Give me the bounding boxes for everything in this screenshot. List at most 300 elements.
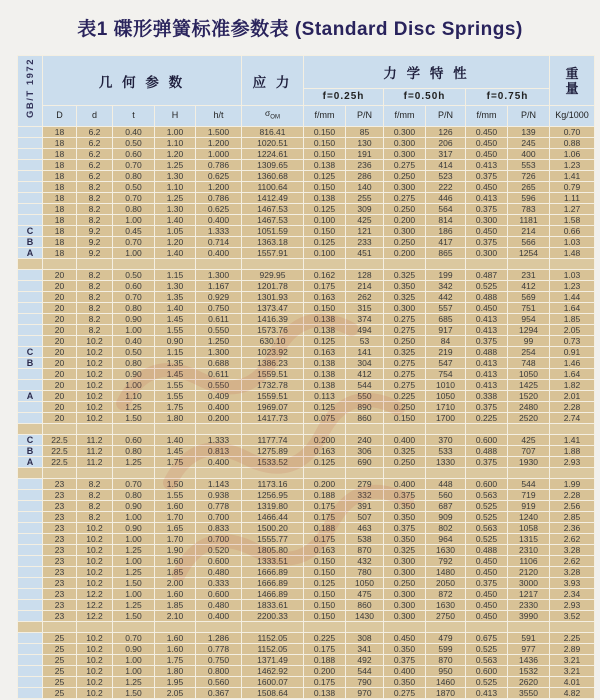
mechanical-group-header: 力 学 特 性 — [304, 56, 549, 88]
data-cell: 860 — [346, 413, 383, 423]
data-cell — [113, 622, 154, 632]
data-cell: 18 — [43, 127, 76, 137]
data-cell: 20 — [43, 413, 76, 423]
data-cell: 0.138 — [304, 380, 345, 390]
data-cell: 0.163 — [304, 347, 345, 357]
data-cell: 342 — [426, 281, 465, 291]
data-cell: 10.2 — [77, 556, 112, 566]
data-cell: 1467.53 — [242, 204, 303, 214]
data-cell: 0.80 — [113, 171, 154, 181]
data-cell: 1.45 — [155, 446, 195, 456]
data-cell: 2200.33 — [242, 611, 303, 621]
data-cell: 1.50 — [113, 611, 154, 621]
data-cell: 18 — [43, 204, 76, 214]
data-cell: 0.611 — [196, 314, 241, 324]
data-cell: 1373.47 — [242, 303, 303, 313]
data-cell: 1460 — [426, 677, 465, 687]
table-row — [18, 589, 594, 599]
standard-parameters-table — [17, 55, 595, 699]
data-cell: 18 — [43, 182, 76, 192]
data-cell: 0.375 — [466, 402, 507, 412]
table-row — [18, 490, 594, 500]
header-columns-row — [18, 106, 594, 126]
data-cell: 0.188 — [304, 655, 345, 665]
data-cell: 2.01 — [550, 391, 594, 401]
data-cell — [426, 259, 465, 269]
data-cell: 1.44 — [550, 292, 594, 302]
spacer-row — [18, 424, 594, 434]
data-cell: 1520 — [508, 391, 549, 401]
data-cell: 446 — [426, 193, 465, 203]
data-cell: 0.66 — [550, 226, 594, 236]
data-cell: 0.525 — [466, 677, 507, 687]
series-label-cell — [18, 314, 42, 324]
data-cell: 544 — [508, 479, 549, 489]
data-cell: 0.250 — [384, 402, 425, 412]
data-cell: 6.2 — [77, 138, 112, 148]
stress-group-header: 应 力 — [242, 56, 303, 105]
data-cell: 0.750 — [196, 655, 241, 665]
data-cell: 1.167 — [196, 281, 241, 291]
table-row — [18, 193, 594, 203]
data-cell: 0.400 — [384, 666, 425, 676]
table-row — [18, 512, 594, 522]
data-cell: 792 — [426, 556, 465, 566]
data-cell: 1.15 — [155, 270, 195, 280]
data-cell: 0.400 — [384, 479, 425, 489]
data-cell: 630.10 — [242, 336, 303, 346]
data-cell: 0.525 — [466, 512, 507, 522]
series-label-cell — [18, 193, 42, 203]
data-cell: 0.714 — [196, 237, 241, 247]
data-cell: 0.450 — [466, 589, 507, 599]
data-cell: 2.05 — [550, 325, 594, 335]
data-cell: 141 — [346, 347, 383, 357]
table-row — [18, 325, 594, 335]
data-cell: 1.30 — [155, 171, 195, 181]
data-cell: 0.188 — [304, 490, 345, 500]
series-label-cell — [18, 666, 42, 676]
data-cell: 286 — [346, 171, 383, 181]
series-label-cell — [18, 567, 42, 577]
data-cell: 0.450 — [466, 127, 507, 137]
data-cell: 206 — [426, 138, 465, 148]
data-cell: 1051.59 — [242, 226, 303, 236]
data-cell: 233 — [346, 237, 383, 247]
data-cell: 0.90 — [113, 314, 154, 324]
table-row — [18, 292, 594, 302]
data-cell: 0.450 — [466, 600, 507, 610]
data-cell — [508, 622, 549, 632]
data-cell: 2310 — [508, 545, 549, 555]
data-cell: 0.778 — [196, 644, 241, 654]
series-label-cell — [18, 424, 42, 434]
data-cell: 219 — [426, 347, 465, 357]
data-cell: 1.10 — [155, 138, 195, 148]
data-cell: 20 — [43, 358, 76, 368]
data-cell: 8.2 — [77, 501, 112, 511]
series-label-cell — [18, 556, 42, 566]
data-cell: 12.2 — [77, 589, 112, 599]
data-cell: 25 — [43, 633, 76, 643]
col-header-f2: f/mm — [384, 106, 425, 126]
col-header-sigma — [242, 106, 303, 126]
col-header-D: D — [43, 106, 76, 126]
data-cell: 1.200 — [196, 138, 241, 148]
data-cell: 6.2 — [77, 149, 112, 159]
data-cell: 0.175 — [304, 534, 345, 544]
data-cell: 4.01 — [550, 677, 594, 687]
data-cell: 1870 — [426, 688, 465, 698]
data-cell: 1.00 — [113, 589, 154, 599]
data-cell: 1462.92 — [242, 666, 303, 676]
data-cell: 254 — [508, 347, 549, 357]
data-cell: 1.70 — [155, 512, 195, 522]
series-label-cell — [18, 534, 42, 544]
data-cell: 1363.18 — [242, 237, 303, 247]
data-cell: 726 — [508, 171, 549, 181]
data-cell: 0.125 — [304, 336, 345, 346]
series-label-cell: B — [18, 237, 42, 247]
table-row — [18, 633, 594, 643]
data-cell — [196, 424, 241, 434]
data-cell — [550, 259, 594, 269]
data-cell — [346, 259, 383, 269]
data-cell: 432 — [346, 556, 383, 566]
data-cell: 3550 — [508, 688, 549, 698]
data-cell: 0.275 — [384, 358, 425, 368]
data-cell: 0.300 — [384, 303, 425, 313]
data-cell: 0.150 — [304, 611, 345, 621]
data-cell — [384, 622, 425, 632]
col-header-t: t — [113, 106, 154, 126]
data-cell: 560 — [426, 490, 465, 500]
data-cell: 1430 — [346, 611, 383, 621]
data-cell: 1256.95 — [242, 490, 303, 500]
data-cell: 870 — [426, 655, 465, 665]
data-cell: 0.40 — [113, 127, 154, 137]
series-label-cell — [18, 204, 42, 214]
col-header-p3: P/N — [508, 106, 549, 126]
data-cell: 12.2 — [77, 600, 112, 610]
data-cell: 1.50 — [113, 578, 154, 588]
data-cell: 451 — [346, 248, 383, 258]
data-cell: 0.175 — [304, 512, 345, 522]
data-cell: 1386.23 — [242, 358, 303, 368]
data-cell: 245 — [508, 138, 549, 148]
col-header-p2: P/N — [426, 106, 465, 126]
data-cell: 0.600 — [466, 435, 507, 445]
table-row — [18, 380, 594, 390]
data-cell: 1.64 — [550, 369, 594, 379]
data-cell: 814 — [426, 215, 465, 225]
data-cell: 1.58 — [550, 215, 594, 225]
data-cell: 1.000 — [196, 149, 241, 159]
series-label-cell: B — [18, 358, 42, 368]
data-cell: 84 — [426, 336, 465, 346]
data-cell: 1.143 — [196, 479, 241, 489]
table-row — [18, 215, 594, 225]
data-cell: 1100.64 — [242, 182, 303, 192]
data-cell: 3.28 — [550, 545, 594, 555]
data-cell: 10.2 — [77, 402, 112, 412]
data-cell: 475 — [346, 589, 383, 599]
data-cell: 0.400 — [196, 215, 241, 225]
data-cell: 20 — [43, 347, 76, 357]
data-cell: 0.138 — [304, 369, 345, 379]
data-cell: 2.89 — [550, 644, 594, 654]
header-group-row — [18, 56, 594, 88]
data-cell: 9.2 — [77, 248, 112, 258]
data-cell: 0.40 — [113, 336, 154, 346]
data-cell: 8.2 — [77, 204, 112, 214]
data-cell: 0.450 — [384, 633, 425, 643]
standard-number-label: GB/T 1972 — [24, 58, 36, 119]
data-cell — [426, 468, 465, 478]
data-cell: 255 — [346, 193, 383, 203]
data-cell: 222 — [426, 182, 465, 192]
data-cell: 1.50 — [113, 413, 154, 423]
data-cell: 12.2 — [77, 611, 112, 621]
data-cell: 10.2 — [77, 380, 112, 390]
data-cell: 1930 — [508, 457, 549, 467]
data-cell: 0.80 — [113, 490, 154, 500]
data-cell: 0.325 — [384, 545, 425, 555]
data-cell: 0.163 — [304, 292, 345, 302]
data-cell: 1.55 — [155, 490, 195, 500]
data-cell: 1.48 — [550, 248, 594, 258]
data-cell: 1.60 — [155, 589, 195, 599]
data-cell: 1.75 — [155, 402, 195, 412]
data-cell: 0.163 — [304, 545, 345, 555]
data-cell — [155, 259, 195, 269]
data-cell: 0.413 — [466, 688, 507, 698]
series-label-cell — [18, 622, 42, 632]
series-label-cell — [18, 160, 42, 170]
data-cell: 99 — [508, 336, 549, 346]
data-cell — [43, 424, 76, 434]
data-cell: 0.200 — [196, 413, 241, 423]
data-cell — [43, 468, 76, 478]
data-cell: 3.93 — [550, 578, 594, 588]
sigma-symbol: σ — [265, 108, 271, 118]
data-cell — [43, 259, 76, 269]
series-label-cell — [18, 270, 42, 280]
data-cell: 1371.49 — [242, 655, 303, 665]
data-cell: 479 — [426, 633, 465, 643]
data-cell — [384, 424, 425, 434]
series-label-cell — [18, 677, 42, 687]
data-cell: 533 — [426, 446, 465, 456]
data-cell: 0.300 — [384, 149, 425, 159]
data-cell: 1.250 — [196, 336, 241, 346]
data-cell: 0.600 — [196, 556, 241, 566]
col-header-p1: P/N — [346, 106, 383, 126]
table-row — [18, 204, 594, 214]
data-cell: 0.150 — [304, 567, 345, 577]
data-cell: 0.480 — [196, 567, 241, 577]
data-cell — [508, 259, 549, 269]
data-cell: 1.55 — [155, 380, 195, 390]
data-cell: 690 — [346, 457, 383, 467]
data-cell — [155, 424, 195, 434]
data-cell: 23 — [43, 523, 76, 533]
data-cell: 0.450 — [466, 567, 507, 577]
data-cell: 1173.16 — [242, 479, 303, 489]
data-cell: 0.90 — [113, 501, 154, 511]
data-cell: 1333.51 — [242, 556, 303, 566]
data-cell: 315 — [346, 303, 383, 313]
data-cell: 780 — [346, 567, 383, 577]
data-cell: 1.03 — [550, 270, 594, 280]
data-cell: 1436 — [508, 655, 549, 665]
data-cell: 1309.65 — [242, 160, 303, 170]
data-cell: 1.82 — [550, 380, 594, 390]
data-cell: 1425 — [508, 380, 549, 390]
data-cell: 0.45 — [113, 226, 154, 236]
data-cell — [346, 424, 383, 434]
data-cell — [242, 259, 303, 269]
data-cell: 4.82 — [550, 688, 594, 698]
table-row — [18, 369, 594, 379]
data-cell: 23 — [43, 545, 76, 555]
data-cell: 0.60 — [113, 149, 154, 159]
data-cell: 0.225 — [466, 413, 507, 423]
sigma-subscript: OM — [270, 114, 280, 121]
table-row — [18, 237, 594, 247]
data-cell — [77, 259, 112, 269]
data-cell — [466, 468, 507, 478]
data-cell: 0.375 — [466, 457, 507, 467]
table-row — [18, 171, 594, 181]
data-cell: 1805.80 — [242, 545, 303, 555]
data-cell: 3.28 — [550, 567, 594, 577]
series-label-cell — [18, 149, 42, 159]
data-cell: 25 — [43, 677, 76, 687]
data-cell: 0.400 — [196, 611, 241, 621]
data-cell: 0.560 — [196, 677, 241, 687]
data-cell: 0.325 — [384, 347, 425, 357]
weight-group-line1: 重 — [565, 65, 579, 81]
data-cell: 0.80 — [113, 303, 154, 313]
data-cell — [77, 424, 112, 434]
data-cell: 0.350 — [384, 677, 425, 687]
data-cell: 0.162 — [304, 270, 345, 280]
data-cell: 0.450 — [466, 138, 507, 148]
data-cell: 1.40 — [155, 303, 195, 313]
data-cell: 20 — [43, 369, 76, 379]
data-cell: 8.2 — [77, 303, 112, 313]
data-cell — [43, 622, 76, 632]
data-cell: 0.409 — [196, 391, 241, 401]
data-cell: 1630 — [426, 600, 465, 610]
data-cell: 0.50 — [113, 270, 154, 280]
data-cell: 0.300 — [466, 248, 507, 258]
data-cell: 494 — [346, 325, 383, 335]
data-cell: 0.400 — [384, 435, 425, 445]
data-cell: 0.550 — [196, 380, 241, 390]
data-cell: 599 — [426, 644, 465, 654]
data-cell: 0.100 — [304, 215, 345, 225]
data-cell: 10.2 — [77, 677, 112, 687]
data-cell: 0.70 — [113, 479, 154, 489]
data-cell: 2.34 — [550, 589, 594, 599]
table-row — [18, 127, 594, 137]
data-cell: 0.88 — [550, 138, 594, 148]
data-cell: 0.688 — [196, 358, 241, 368]
data-cell: 1294 — [508, 325, 549, 335]
series-label-cell — [18, 303, 42, 313]
data-cell: 0.413 — [466, 380, 507, 390]
data-cell: 0.138 — [304, 358, 345, 368]
table-row — [18, 160, 594, 170]
data-cell: 1.90 — [155, 545, 195, 555]
deflection-level-075h: f=0.75h — [466, 89, 549, 105]
data-cell: 0.300 — [384, 182, 425, 192]
data-cell: 1319.80 — [242, 501, 303, 511]
data-cell: 1023.92 — [242, 347, 303, 357]
table-row — [18, 435, 594, 445]
series-label-cell — [18, 479, 42, 489]
data-cell: 1467.53 — [242, 215, 303, 225]
data-cell: 0.70 — [113, 193, 154, 203]
data-cell — [384, 259, 425, 269]
data-cell: 231 — [508, 270, 549, 280]
series-label-cell — [18, 633, 42, 643]
data-cell: 140 — [346, 182, 383, 192]
data-cell: 23 — [43, 534, 76, 544]
geometry-group-header: 几 何 参 数 — [43, 56, 241, 105]
data-cell — [426, 622, 465, 632]
data-cell: 341 — [346, 644, 383, 654]
data-cell: 1416.39 — [242, 314, 303, 324]
data-cell: 309 — [346, 204, 383, 214]
data-cell — [508, 468, 549, 478]
data-cell: 0.600 — [466, 479, 507, 489]
series-label-cell — [18, 171, 42, 181]
table-row — [18, 567, 594, 577]
data-cell: 11.2 — [77, 457, 112, 467]
data-cell: 0.675 — [466, 633, 507, 643]
data-cell — [155, 622, 195, 632]
data-cell: 0.300 — [384, 589, 425, 599]
data-cell: 128 — [346, 270, 383, 280]
data-cell: 1.30 — [155, 204, 195, 214]
col-header-f1: f/mm — [304, 106, 345, 126]
data-cell: 0.100 — [304, 248, 345, 258]
data-cell — [196, 622, 241, 632]
data-cell: 1500.20 — [242, 523, 303, 533]
data-cell: 0.488 — [466, 545, 507, 555]
data-cell: 442 — [426, 292, 465, 302]
data-cell: 1532 — [508, 666, 549, 676]
data-cell: 719 — [508, 490, 549, 500]
data-cell: 1.99 — [550, 479, 594, 489]
data-cell: 1.55 — [155, 325, 195, 335]
data-cell: 1969.07 — [242, 402, 303, 412]
series-label-cell — [18, 490, 42, 500]
data-cell: 1050 — [426, 391, 465, 401]
data-cell: 1.10 — [155, 182, 195, 192]
table-row — [18, 336, 594, 346]
data-cell — [242, 424, 303, 434]
data-cell: 1.20 — [155, 237, 195, 247]
data-cell: 23 — [43, 490, 76, 500]
data-cell: 1.45 — [155, 314, 195, 324]
data-cell: 10.2 — [77, 567, 112, 577]
series-label-cell — [18, 281, 42, 291]
data-cell: 10.2 — [77, 655, 112, 665]
